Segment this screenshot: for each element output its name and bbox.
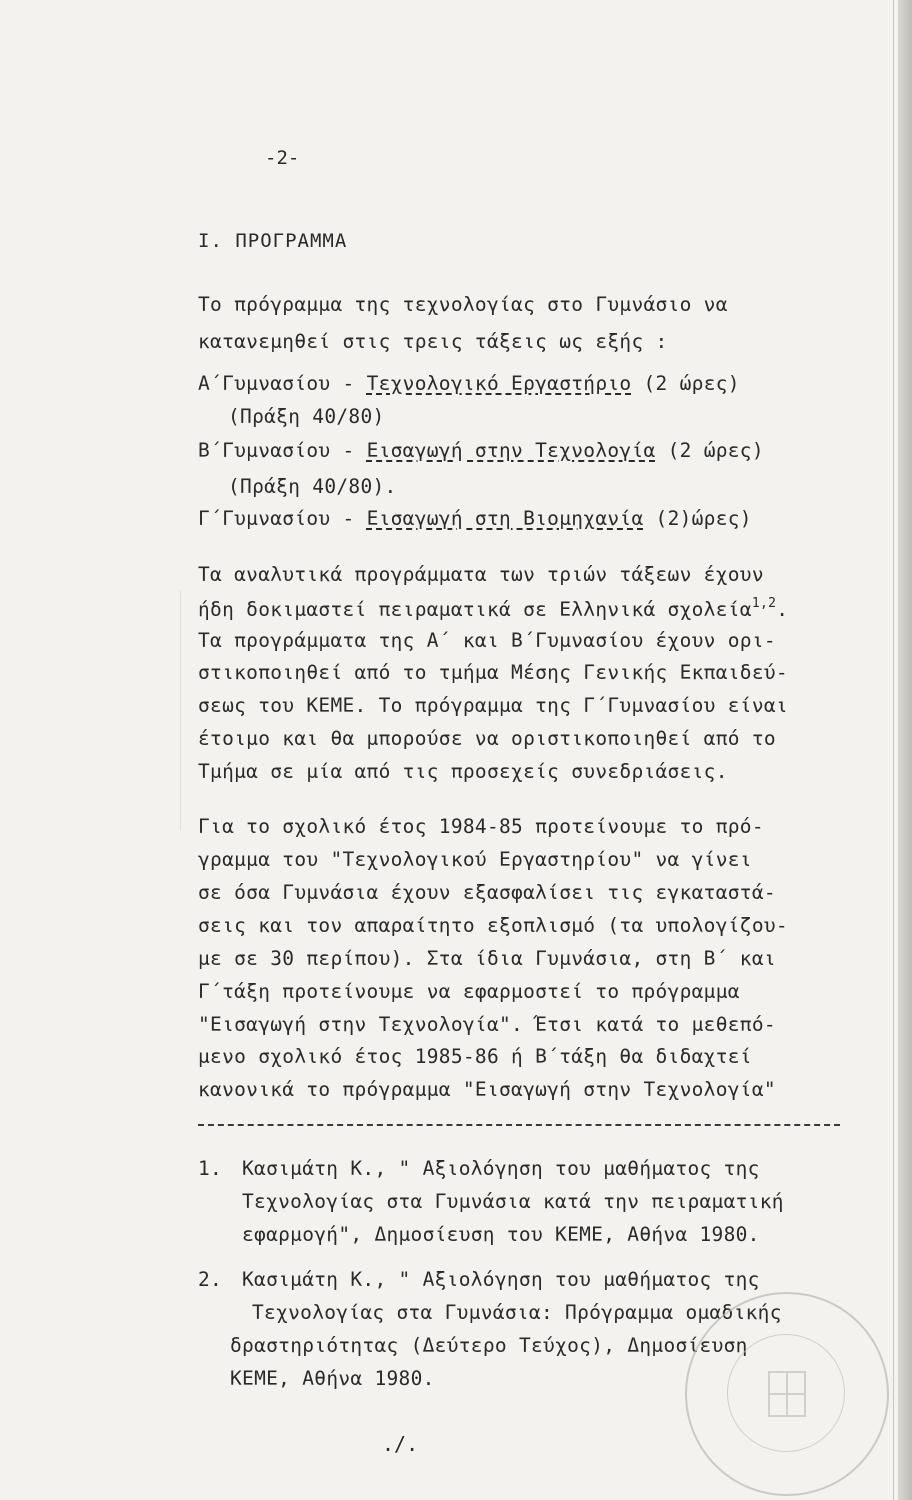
footnote-separator [198, 1124, 840, 1126]
official-seal-stamp [685, 1292, 889, 1496]
footnote-marker: 2. [198, 1268, 223, 1291]
paragraph-line: Γ΄τάξη προτείνουμε να εφαρμοστεί το πρόγραμμα [198, 980, 740, 1003]
paragraph-line [198, 596, 788, 621]
class-note: (Πράξη 40/80) [228, 405, 385, 428]
paragraph-line: έτοιμο και θα μπορούσε να οριστικοποιηθεί από το [198, 727, 776, 750]
class-grade: Β΄Γυμνασίου - [198, 439, 367, 462]
footnote-marker: 1. [198, 1157, 223, 1180]
footnote-line: Τεχνολογίας στα Γυμνάσια: Πρόγραμμα ομαδικής [252, 1301, 782, 1324]
page-number: -2- [265, 147, 300, 169]
paragraph-line: μενο σχολικό έτος 1985-86 ή Β΄τάξη θα διδαχτεί [198, 1045, 752, 1068]
class-grade: Α΄Γυμνασίου - [198, 372, 367, 395]
class-course: Τεχνολογικό Εργαστήριο [366, 372, 632, 395]
class-hours: (2 ώρες) [631, 372, 740, 395]
class-grade: Γ΄Γυμνασίου - [198, 507, 367, 530]
paragraph-text: ήδη δοκιμαστεί πειραματικά σε Ελληνικά σχολεία [198, 598, 752, 621]
section-heading: I. ΠΡΟΓΡΑΜΜΑ [198, 230, 348, 252]
paragraph-line: Τμήμα σε μία από τις προσεχείς συνεδριάσεις. [198, 760, 728, 783]
class-row [198, 372, 740, 395]
class-hours: (2 ώρες) [655, 439, 764, 462]
footnote-line: εφαρμογή", Δημοσίευση του ΚΕΜΕ, Αθήνα 1980. [242, 1223, 760, 1246]
seal-emblem-icon [687, 1294, 887, 1494]
paragraph-line: σε όσα Γυμνάσια έχουν εξασφαλίσει τις εγκαταστά- [198, 881, 776, 904]
class-row [198, 439, 764, 462]
footnote-line: ΚΕΜΕ, Αθήνα 1980. [230, 1367, 435, 1390]
intro-line: Το πρόγραμμα της τεχνολογίας στο Γυμνάσιο να [198, 293, 728, 316]
paragraph-line: Τα αναλυτικά προγράμματα των τριών τάξεων έχουν [198, 563, 764, 586]
class-note: (Πράξη 40/80). [228, 475, 397, 498]
paragraph-line: γραμμα του "Τεχνολογικού Εργαστηρίου" να γίνει [198, 848, 752, 871]
class-course: Εισαγωγή στη Βιομηχανία [366, 507, 644, 530]
footnote-line: Κασιμάτη Κ., " Αξιολόγηση του μαθήματος της [242, 1157, 760, 1180]
paragraph-line: Για το σχολικό έτος 1984-85 προτείνουμε το πρό- [198, 815, 764, 838]
page-edge [898, 0, 912, 1500]
class-row [198, 507, 752, 530]
continuation-mark: ./. [382, 1432, 419, 1456]
bleed-through-table-shadow [0, 590, 181, 830]
paragraph-line: σεις και τον απαραίτητο εξοπλισμό (τα υπολογίζου- [198, 914, 788, 937]
paragraph-line: "Εισαγωγή στην Τεχνολογία". Έτσι κατά το μεθεπό- [198, 1013, 776, 1036]
paragraph-line: Τα προγράμματα της Α΄ και Β΄Γυμνασίου έχουν ορι- [198, 629, 776, 652]
class-hours: (2)ώρες) [643, 507, 752, 530]
footnote-line: Τεχνολογίας στα Γυμνάσια κατά την πειραματική [242, 1190, 784, 1213]
class-course: Εισαγωγή στην Τεχνολογία [366, 439, 656, 462]
footnote-line: δραστηριότητας (Δεύτερο Τεύχος), Δημοσίευση [230, 1334, 748, 1357]
paragraph-line: κανονικά το πρόγραμμα "Εισαγωγή στην Τεχνολογία" [198, 1078, 776, 1101]
paragraph-line: με σε 30 περίπου). Στα ίδια Γυμνάσια, στη Β΄ και [198, 947, 776, 970]
intro-line: κατανεμηθεί στις τρεις τάξεις ως εξής : [198, 330, 668, 353]
paragraph-line: στικοποιηθεί από το τμήμα Μέσης Γενικής Εκπαιδεύ- [198, 661, 788, 684]
paragraph-line: σεως του ΚΕΜΕ. Το πρόγραμμα της Γ΄Γυμνασίου είναι [198, 694, 788, 717]
paragraph-text: . [776, 598, 789, 621]
footnote-line: Κασιμάτη Κ., " Αξιολόγηση του μαθήματος της [242, 1268, 760, 1291]
footnote-reference: 1,2 [751, 596, 777, 611]
page-edge-line [893, 0, 894, 1500]
